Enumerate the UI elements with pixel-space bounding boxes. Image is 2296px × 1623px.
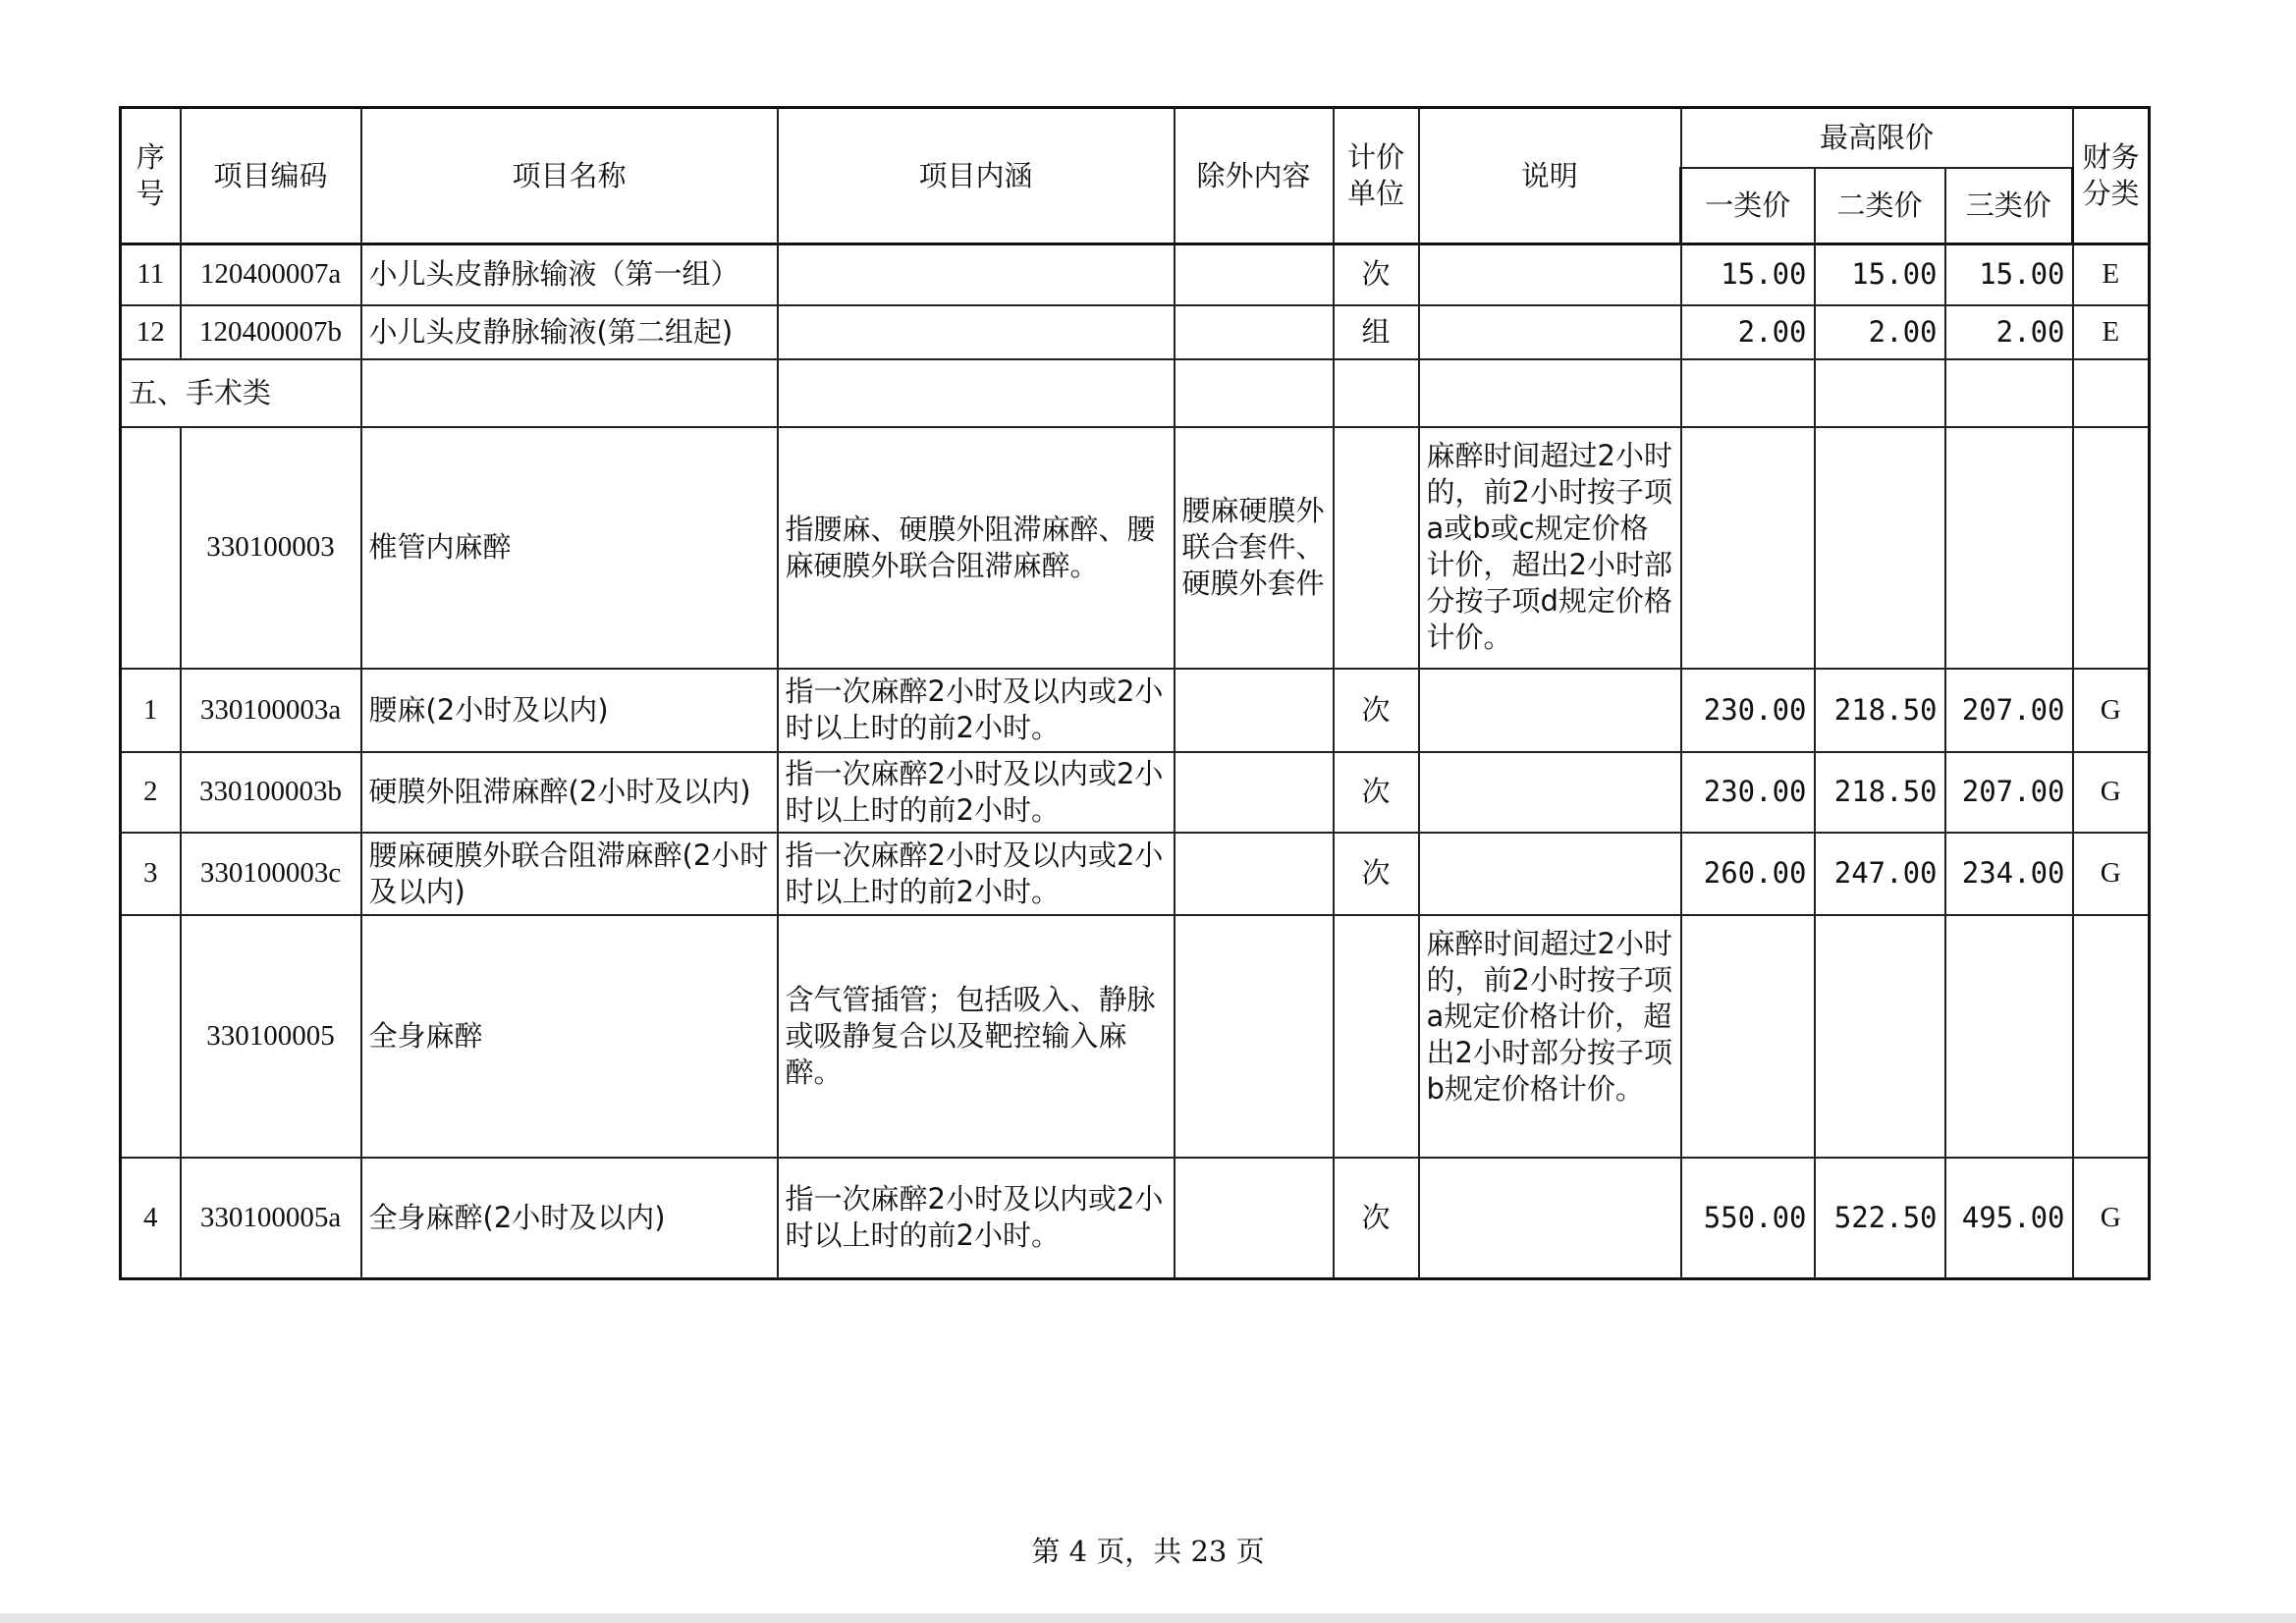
header-name: 项目名称 <box>361 108 778 244</box>
empty-cell <box>1681 359 1815 427</box>
code-cell: 330100003a <box>181 669 361 752</box>
header-excluded: 除外内容 <box>1175 108 1334 244</box>
finance-cell: G <box>2073 752 2150 833</box>
excluded-cell <box>1175 669 1334 752</box>
finance-cell: E <box>2073 305 2150 359</box>
price-class2-cell: 218.50 <box>1815 752 1945 833</box>
name-cell: 小儿头皮静脉输液（第一组） <box>361 244 778 305</box>
table-row <box>121 669 2150 752</box>
price-class1-cell: 15.00 <box>1681 244 1815 305</box>
empty-cell <box>1945 359 2073 427</box>
excluded-cell <box>1175 915 1334 1158</box>
header-unit: 计价单位 <box>1334 108 1419 244</box>
table-row <box>121 752 2150 833</box>
excluded-cell <box>1175 244 1334 305</box>
price-class1-cell: 550.00 <box>1681 1158 1815 1279</box>
note-cell <box>1419 305 1681 359</box>
seq-cell: 1 <box>121 669 181 752</box>
header-code: 项目编码 <box>181 108 361 244</box>
price-class3-cell <box>1945 915 2073 1158</box>
content-cell: 指一次麻醉2小时及以内或2小时以上时的前2小时。 <box>778 833 1175 915</box>
excluded-cell <box>1175 833 1334 915</box>
page-number: 第 4 页，共 23 页 <box>1031 1535 1265 1568</box>
header-class1: 一类价 <box>1681 168 1815 244</box>
code-cell: 330100003 <box>181 427 361 669</box>
code-cell: 120400007a <box>181 244 361 305</box>
header-class3: 三类价 <box>1945 168 2073 244</box>
seq-cell <box>121 427 181 669</box>
note-cell <box>1419 752 1681 833</box>
finance-cell <box>2073 427 2150 669</box>
empty-cell <box>1419 359 1681 427</box>
seq-cell: 12 <box>121 305 181 359</box>
name-cell: 硬膜外阻滞麻醉(2小时及以内) <box>361 752 778 833</box>
empty-cell <box>778 359 1175 427</box>
price-class2-cell: 247.00 <box>1815 833 1945 915</box>
empty-cell <box>1815 359 1945 427</box>
price-class3-cell: 207.00 <box>1945 752 2073 833</box>
seq-cell: 11 <box>121 244 181 305</box>
note-cell <box>1419 833 1681 915</box>
price-class2-cell: 522.50 <box>1815 1158 1945 1279</box>
price-class2-cell: 2.00 <box>1815 305 1945 359</box>
content-cell: 指一次麻醉2小时及以内或2小时以上时的前2小时。 <box>778 669 1175 752</box>
unit-cell: 次 <box>1334 833 1419 915</box>
content-cell: 指腰麻、硬膜外阻滞麻醉、腰麻硬膜外联合阻滞麻醉。 <box>778 427 1175 669</box>
unit-cell: 次 <box>1334 244 1419 305</box>
finance-cell <box>2073 915 2150 1158</box>
table-row <box>121 427 2150 669</box>
code-cell: 330100005 <box>181 915 361 1158</box>
header-finance: 财务分类 <box>2073 108 2150 244</box>
code-cell: 330100003b <box>181 752 361 833</box>
price-class1-cell: 230.00 <box>1681 752 1815 833</box>
code-cell: 330100005a <box>181 1158 361 1279</box>
unit-cell: 次 <box>1334 669 1419 752</box>
scan-edge <box>0 1613 2296 1623</box>
excluded-cell <box>1175 752 1334 833</box>
section-row <box>121 359 2150 427</box>
header-seq: 序号 <box>121 108 181 244</box>
unit-cell: 次 <box>1334 1158 1419 1279</box>
code-cell: 330100003c <box>181 833 361 915</box>
content-cell: 指一次麻醉2小时及以内或2小时以上时的前2小时。 <box>778 752 1175 833</box>
unit-cell <box>1334 915 1419 1158</box>
name-cell: 小儿头皮静脉输液(第二组起) <box>361 305 778 359</box>
table-row <box>121 833 2150 915</box>
note-cell <box>1419 244 1681 305</box>
content-cell <box>778 305 1175 359</box>
finance-cell: E <box>2073 244 2150 305</box>
name-cell: 腰麻硬膜外联合阻滞麻醉(2小时及以内) <box>361 833 778 915</box>
table-row <box>121 305 2150 359</box>
header-content: 项目内涵 <box>778 108 1175 244</box>
empty-cell <box>1334 359 1419 427</box>
price-class2-cell: 15.00 <box>1815 244 1945 305</box>
content-cell: 指一次麻醉2小时及以内或2小时以上时的前2小时。 <box>778 1158 1175 1279</box>
price-class3-cell: 2.00 <box>1945 305 2073 359</box>
price-class3-cell: 234.00 <box>1945 833 2073 915</box>
unit-cell <box>1334 427 1419 669</box>
price-class1-cell: 2.00 <box>1681 305 1815 359</box>
empty-cell <box>361 359 778 427</box>
price-class3-cell: 15.00 <box>1945 244 2073 305</box>
price-class1-cell <box>1681 915 1815 1158</box>
price-class2-cell <box>1815 915 1945 1158</box>
name-cell: 腰麻(2小时及以内) <box>361 669 778 752</box>
finance-cell: G <box>2073 669 2150 752</box>
table-row <box>121 244 2150 305</box>
price-class2-cell: 218.50 <box>1815 669 1945 752</box>
header-max-price: 最高限价 <box>1681 108 2073 168</box>
seq-cell: 3 <box>121 833 181 915</box>
finance-cell: G <box>2073 1158 2150 1279</box>
section-title: 五、手术类 <box>121 359 361 427</box>
price-class2-cell <box>1815 427 1945 669</box>
seq-cell <box>121 915 181 1158</box>
note-cell: 麻醉时间超过2小时的，前2小时按子项a规定价格计价，超出2小时部分按子项b规定价格计价。 <box>1419 915 1681 1158</box>
finance-cell: G <box>2073 833 2150 915</box>
price-table <box>119 106 2151 1280</box>
name-cell: 椎管内麻醉 <box>361 427 778 669</box>
note-cell <box>1419 1158 1681 1279</box>
excluded-cell <box>1175 1158 1334 1279</box>
excluded-cell: 腰麻硬膜外联合套件、硬膜外套件 <box>1175 427 1334 669</box>
name-cell: 全身麻醉 <box>361 915 778 1158</box>
unit-cell: 次 <box>1334 752 1419 833</box>
name-cell: 全身麻醉(2小时及以内) <box>361 1158 778 1279</box>
unit-cell: 组 <box>1334 305 1419 359</box>
price-class3-cell: 495.00 <box>1945 1158 2073 1279</box>
price-class1-cell: 230.00 <box>1681 669 1815 752</box>
header-note: 说明 <box>1419 108 1681 244</box>
price-class3-cell: 207.00 <box>1945 669 2073 752</box>
price-class3-cell <box>1945 427 2073 669</box>
empty-cell <box>1175 359 1334 427</box>
table-row <box>121 915 2150 1158</box>
table-row <box>121 1158 2150 1279</box>
code-cell: 120400007b <box>181 305 361 359</box>
seq-cell: 4 <box>121 1158 181 1279</box>
note-cell: 麻醉时间超过2小时的，前2小时按子项a或b或c规定价格计价，超出2小时部分按子项d规定价格计价。 <box>1419 427 1681 669</box>
seq-cell: 2 <box>121 752 181 833</box>
price-class1-cell: 260.00 <box>1681 833 1815 915</box>
content-cell <box>778 244 1175 305</box>
content-cell: 含气管插管；包括吸入、静脉或吸静复合以及靶控输入麻醉。 <box>778 915 1175 1158</box>
note-cell <box>1419 669 1681 752</box>
empty-cell <box>2073 359 2150 427</box>
price-class1-cell <box>1681 427 1815 669</box>
header-class2: 二类价 <box>1815 168 1945 244</box>
excluded-cell <box>1175 305 1334 359</box>
